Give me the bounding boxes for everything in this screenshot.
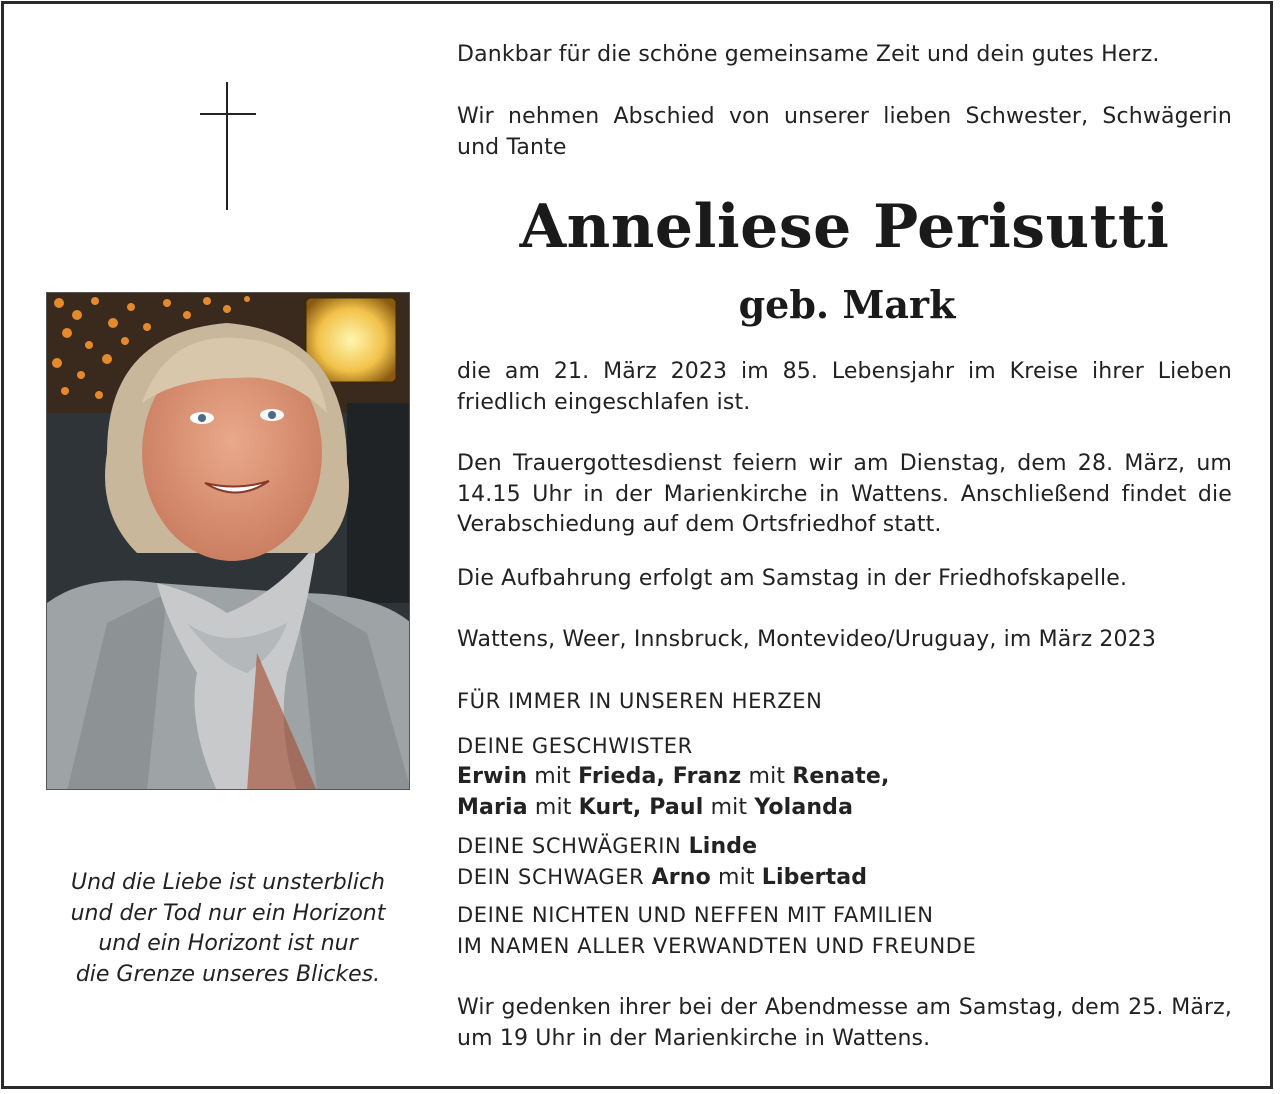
cross-icon: [200, 82, 256, 210]
name-text: Linde: [688, 834, 758, 859]
name-text: Erwin: [457, 764, 528, 789]
siblings-heading: DEINE GESCHWISTER: [457, 734, 693, 758]
nieces-line: DEINE NICHTEN UND NEFFEN MIT FAMILIEN: [457, 903, 934, 927]
poem-line: und der Tod nur ein Horizont: [70, 900, 386, 926]
service-info: Den Trauergottesdienst feiern wir am Dienstag, dem 28. März, um 14.15 Uhr in der Marienkirche in Wattens. Anschließend findet die Verabschiedung auf dem Ortsfriedhof statt.: [457, 451, 1232, 537]
forever-line: FÜR IMMER IN UNSEREN HERZEN: [457, 689, 823, 713]
connector-text: mit: [527, 764, 579, 789]
name-text: Yolanda: [754, 795, 854, 820]
name-text: Kurt, Paul: [578, 795, 704, 820]
poem-line: und ein Horizont ist nur: [98, 931, 358, 956]
siblings-line-1: [457, 762, 1232, 793]
maiden-name: geb. Mark: [738, 282, 956, 327]
deceased-name: Anneliese Perisutti: [519, 192, 1170, 262]
poem-line: die Grenze unseres Blickes.: [75, 961, 381, 987]
relation-label: DEIN SCHWAGER: [457, 865, 652, 889]
portrait-photo: [46, 292, 410, 790]
connector-text: mit: [703, 795, 755, 820]
relation-label: DEINE SCHWÄGERIN: [457, 834, 689, 858]
brother-in-law-line: [457, 862, 1232, 894]
poem-line: Und die Liebe ist unsterblich: [71, 870, 385, 895]
name-text: Maria: [457, 795, 528, 820]
poem: [40, 868, 416, 990]
siblings-line-2: [457, 793, 1232, 824]
intro-line: Dankbar für die schöne gemeinsame Zeit und dein gutes Herz.: [457, 42, 1160, 67]
connector-text: mit: [710, 865, 762, 890]
viewing-info: Die Aufbahrung erfolgt am Samstag in der Friedhofskapelle.: [457, 566, 1128, 591]
relatives-line: IM NAMEN ALLER VERWANDTEN UND FREUNDE: [457, 934, 977, 958]
name-text: Libertad: [761, 865, 868, 890]
connector-text: mit: [741, 764, 793, 789]
farewell-text: Wir nehmen Abschied von unserer lieben Schwester, Schwägerin und Tante: [457, 104, 1232, 160]
sister-in-law-line: [457, 831, 1232, 863]
memorial-text: Wir gedenken ihrer bei der Abendmesse am Samstag, dem 25. März, um 19 Uhr in der Marienkirche in Wattens.: [457, 995, 1232, 1051]
places-date: Wattens, Weer, Innsbruck, Montevideo/Uruguay, im März 2023: [457, 627, 1156, 652]
name-text: Frieda, Franz: [578, 764, 742, 789]
name-text: Arno: [651, 865, 711, 890]
death-notice: die am 21. März 2023 im 85. Lebensjahr im Kreise ihrer Lieben friedlich eingeschlafen ist.: [457, 359, 1232, 415]
connector-text: mit: [527, 795, 579, 820]
name-text: Renate,: [792, 764, 890, 789]
